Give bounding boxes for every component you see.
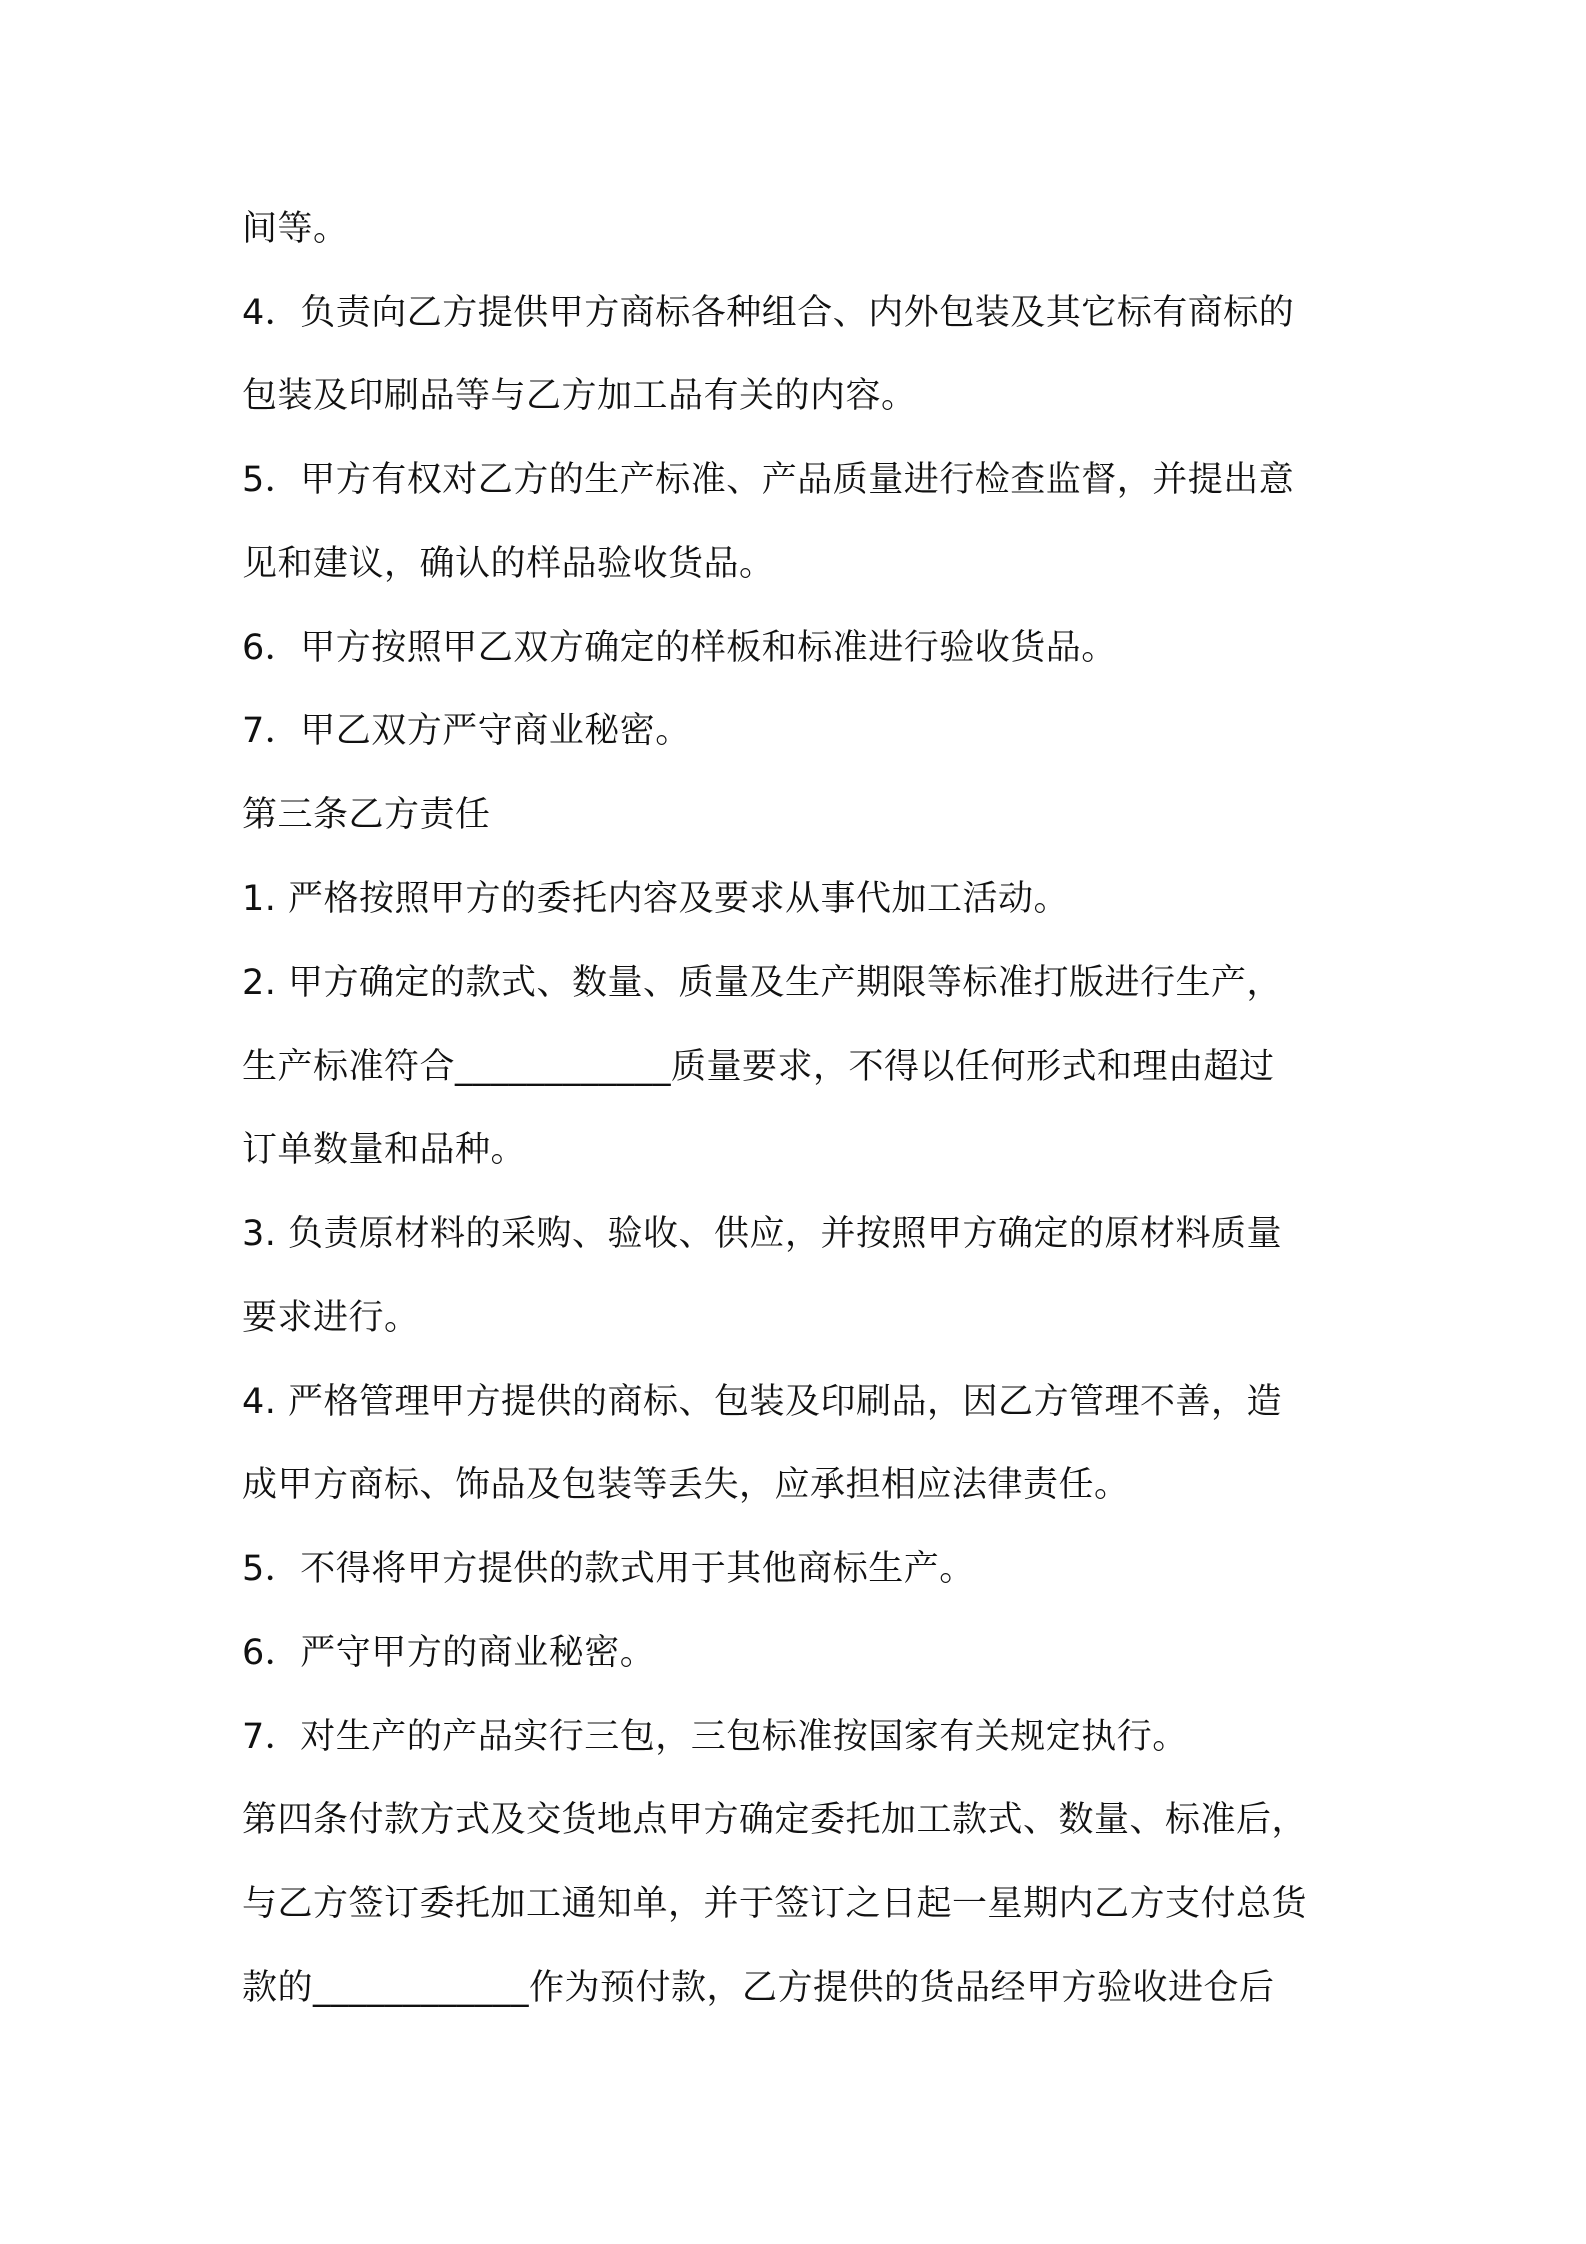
text-line: 4. 严格管理甲方提供的商标、包装及印刷品，因乙方管理不善，造 xyxy=(242,1382,1283,1422)
text-line: 与乙方签订委托加工通知单，并于签订之日起一星期内乙方支付总货 xyxy=(242,1884,1308,1924)
text-line: 7．对生产的产品实行三包，三包标准按国家有关规定执行。 xyxy=(242,1717,1188,1757)
text-line: 订单数量和品种。 xyxy=(242,1130,527,1170)
text-line: 5．甲方有权对乙方的生产标准、产品质量进行检查监督，并提出意 xyxy=(242,460,1295,500)
text-line: 4．负责向乙方提供甲方商标各种组合、内外包装及其它标有商标的 xyxy=(242,293,1295,333)
text-line: 生产标准符合____________质量要求，不得以任何形式和理由超过 xyxy=(242,1047,1275,1087)
text-line: 成甲方商标、饰品及包装等丢失，应承担相应法律责任。 xyxy=(242,1465,1130,1505)
text-line: 5．不得将甲方提供的款式用于其他商标生产。 xyxy=(242,1549,975,1589)
section-heading: 第四条付款方式及交货地点甲方确定委托加工款式、数量、标准后， xyxy=(242,1800,1308,1840)
section-heading: 第三条乙方责任 xyxy=(242,795,491,835)
text-line: 间等。 xyxy=(242,209,349,249)
text-line: 6．严守甲方的商业秘密。 xyxy=(242,1633,656,1673)
text-line: 3. 负责原材料的采购、验收、供应，并按照甲方确定的原材料质量 xyxy=(242,1214,1283,1254)
text-line: 2. 甲方确定的款式、数量、质量及生产期限等标准打版进行生产， xyxy=(242,963,1283,1003)
text-line: 见和建议，确认的样品验收货品。 xyxy=(242,544,775,584)
text-line: 款的____________作为预付款，乙方提供的货品经甲方验收进仓后 xyxy=(242,1968,1275,2008)
text-line: 要求进行。 xyxy=(242,1298,420,1338)
text-line: 1. 严格按照甲方的委托内容及要求从事代加工活动。 xyxy=(242,879,1070,919)
text-line: 6．甲方按照甲乙双方确定的样板和标准进行验收货品。 xyxy=(242,628,1117,668)
text-line: 包装及印刷品等与乙方加工品有关的内容。 xyxy=(242,376,917,416)
text-line: 7．甲乙双方严守商业秘密。 xyxy=(242,711,691,751)
